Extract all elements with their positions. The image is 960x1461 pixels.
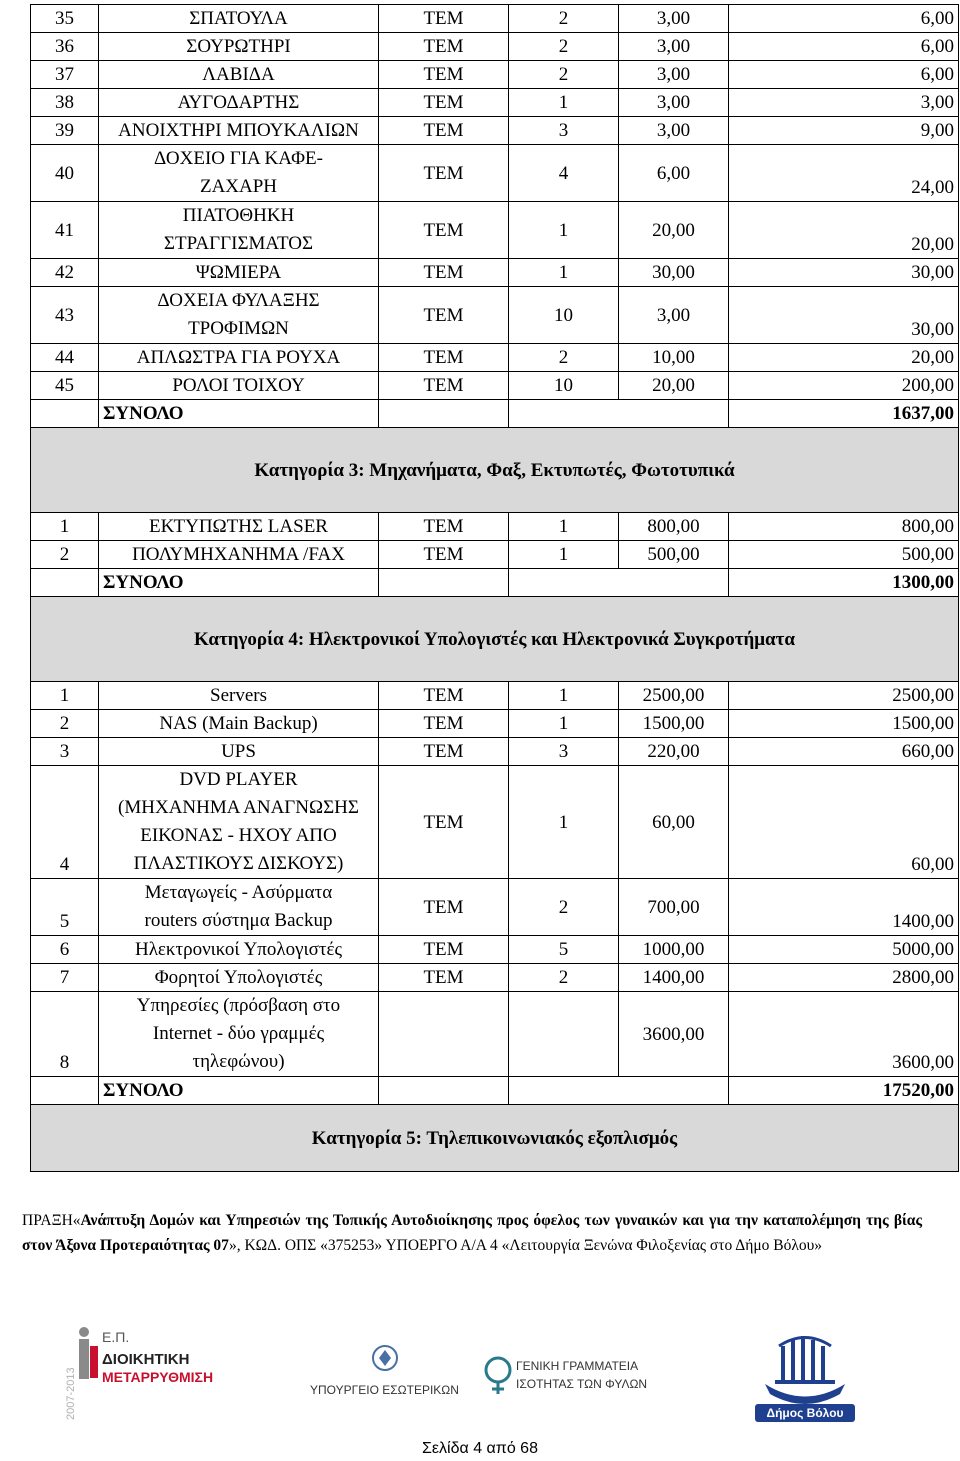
- description-line: τηλεφώνου): [192, 1051, 285, 1072]
- description-line: Internet - δύο γραμμές: [152, 1023, 325, 1044]
- description-line: Μεταγωγείς - Ασύρματα: [144, 882, 333, 903]
- item-unit-price: 3,00: [619, 117, 729, 145]
- ep-figure-head: [79, 1327, 89, 1337]
- item-number: 39: [31, 117, 99, 145]
- item-unit: ΤΕΜ: [379, 89, 509, 117]
- item-description: Φορητοί Υπολογιστές: [99, 964, 379, 992]
- description-line: DVD PLAYER: [179, 769, 298, 790]
- item-description: [99, 992, 379, 1077]
- item-quantity: 2: [509, 5, 619, 33]
- item-total: 200,00: [729, 372, 959, 400]
- item-total: 60,00: [729, 766, 959, 879]
- item-unit: ΤΕΜ: [379, 879, 509, 936]
- item-description: ΕΚΤΥΠΩΤΗΣ LASER: [99, 513, 379, 541]
- sum-spacer: [31, 400, 99, 428]
- item-number: 5: [31, 879, 99, 936]
- gg-line1: ΓΕΝΙΚΗ ΓΡΑΜΜΑΤΕΙΑ: [516, 1359, 639, 1373]
- description-line: ΔΟΧΕΙΟ ΓΙΑ ΚΑΦΕ-: [154, 148, 323, 169]
- item-description: UPS: [99, 738, 379, 766]
- item-unit-price: 3,00: [619, 33, 729, 61]
- ep-years: 2007-2013: [65, 1367, 77, 1420]
- item-total: 24,00: [729, 145, 959, 202]
- section-total-value: 1637,00: [729, 400, 959, 428]
- item-unit: ΤΕΜ: [379, 541, 509, 569]
- item-quantity: 2: [509, 964, 619, 992]
- category-title: Κατηγορία 4: Ηλεκτρονικοί Υπολογιστές και Ηλεκτρονικά Συγκροτήματα: [31, 597, 959, 682]
- ep-line1: ΔΙΟΙΚΗΤΙΚΗ: [102, 1351, 190, 1368]
- page-number: Σελίδα 4 από 68: [422, 1440, 538, 1457]
- section-total-row: [31, 569, 959, 597]
- category-title: Κατηγορία 3: Μηχανήματα, Φαξ, Εκτυπωτές, Φωτοτυπικά: [31, 428, 959, 513]
- item-total: 3600,00: [729, 992, 959, 1077]
- dimos-logo: [745, 1324, 865, 1424]
- item-total: 1500,00: [729, 710, 959, 738]
- table-row: [31, 202, 959, 259]
- item-quantity: 1: [509, 513, 619, 541]
- item-total: 660,00: [729, 738, 959, 766]
- sum-spacer: [31, 569, 99, 597]
- item-total: 3,00: [729, 89, 959, 117]
- item-unit: ΤΕΜ: [379, 33, 509, 61]
- gg-logo: [480, 1342, 650, 1402]
- item-unit-price: 800,00: [619, 513, 729, 541]
- section-total-value: 17520,00: [729, 1077, 959, 1105]
- item-number: 2: [31, 541, 99, 569]
- items-table: [30, 4, 959, 1172]
- gg-line2: ΙΣΟΤΗΤΑΣ ΤΩΝ ΦΥΛΩΝ: [516, 1377, 648, 1391]
- ministry-name: ΥΠΟΥΡΓΕΙΟ ΕΣΩΤΕΡΙΚΩΝ: [310, 1383, 459, 1397]
- item-unit: ΤΕΜ: [379, 372, 509, 400]
- item-total: 30,00: [729, 259, 959, 287]
- item-quantity: 1: [509, 710, 619, 738]
- item-number: 41: [31, 202, 99, 259]
- item-description: NAS (Main Backup): [99, 710, 379, 738]
- item-unit-price: 10,00: [619, 344, 729, 372]
- item-unit: ΤΕΜ: [379, 344, 509, 372]
- item-quantity: 1: [509, 89, 619, 117]
- ministry-logo: [300, 1342, 470, 1402]
- item-total: 1400,00: [729, 879, 959, 936]
- gg-symbol-cross: [492, 1382, 504, 1394]
- item-description: ΡΟΛΟΙ ΤΟΙΧΟΥ: [99, 372, 379, 400]
- ep-figure-body: [79, 1339, 89, 1379]
- table-row: [31, 766, 959, 879]
- item-quantity: 2: [509, 33, 619, 61]
- table-row: [31, 964, 959, 992]
- item-number: 42: [31, 259, 99, 287]
- sum-spacer: [379, 569, 509, 597]
- category-title: Κατηγορία 5: Τηλεπικοινωνιακός εξοπλισμός: [31, 1105, 959, 1172]
- item-unit: ΤΕΜ: [379, 682, 509, 710]
- item-number: 44: [31, 344, 99, 372]
- item-total: 2800,00: [729, 964, 959, 992]
- category-header-row: [31, 428, 959, 513]
- item-quantity: 5: [509, 936, 619, 964]
- item-total: 6,00: [729, 5, 959, 33]
- item-unit: ΤΕΜ: [379, 117, 509, 145]
- table-row: [31, 513, 959, 541]
- item-total: 6,00: [729, 33, 959, 61]
- item-number: 7: [31, 964, 99, 992]
- item-total: 20,00: [729, 344, 959, 372]
- dimos-name: Δήμος Βόλου: [766, 1406, 844, 1420]
- item-number: 8: [31, 992, 99, 1077]
- item-quantity: 3: [509, 117, 619, 145]
- item-description: [99, 202, 379, 259]
- item-unit-price: 1400,00: [619, 964, 729, 992]
- item-description: Ηλεκτρονικοί Υπολογιστές: [99, 936, 379, 964]
- items-table-body: [31, 5, 959, 1172]
- logo-strip: [0, 1320, 960, 1430]
- item-quantity: 1: [509, 766, 619, 879]
- ep-line2: ΜΕΤΑΡΡΥΘΜΙΣΗ: [102, 1369, 214, 1385]
- section-total-label: ΣΥΝΟΛΟ: [99, 1077, 379, 1105]
- item-unit-price: 20,00: [619, 372, 729, 400]
- item-unit-price: 700,00: [619, 879, 729, 936]
- ep-figure-red: [90, 1346, 98, 1378]
- footer-code: », ΚΩΔ. ΟΠΣ «375253» ΥΠΟΕΡΓΟ Α/Α 4 «Λειτουργία Ξενώνα Φιλοξενίας στο Δήμο Βόλου»: [228, 1237, 823, 1254]
- item-total: 500,00: [729, 541, 959, 569]
- item-number: 36: [31, 33, 99, 61]
- sum-spacer: [509, 400, 729, 428]
- section-total-label: ΣΥΝΟΛΟ: [99, 400, 379, 428]
- description-line: ΤΡΟΦΙΜΩΝ: [188, 318, 289, 339]
- item-unit-price: 3600,00: [619, 992, 729, 1077]
- item-number: 4: [31, 766, 99, 879]
- item-unit: ΤΕΜ: [379, 61, 509, 89]
- item-unit: ΤΕΜ: [379, 202, 509, 259]
- section-total-row: [31, 400, 959, 428]
- table-row: [31, 259, 959, 287]
- item-quantity: 10: [509, 372, 619, 400]
- item-number: 1: [31, 513, 99, 541]
- item-quantity: 3: [509, 738, 619, 766]
- table-row: [31, 33, 959, 61]
- table-row: [31, 145, 959, 202]
- project-footer: [22, 1208, 922, 1258]
- description-line: ΣΤΡΑΓΓΙΣΜΑΤΟΣ: [163, 233, 314, 254]
- item-unit: ΤΕΜ: [379, 513, 509, 541]
- table-row: [31, 682, 959, 710]
- description-line: ΖΑΧΑΡΗ: [199, 176, 278, 197]
- item-description: [99, 287, 379, 344]
- ministry-emblem-inner: [379, 1350, 391, 1366]
- item-unit: ΤΕΜ: [379, 5, 509, 33]
- item-unit: ΤΕΜ: [379, 287, 509, 344]
- item-number: 3: [31, 738, 99, 766]
- item-description: ΠΟΛΥΜΗΧΑΝΗΜΑ /FAX: [99, 541, 379, 569]
- item-total: 9,00: [729, 117, 959, 145]
- item-unit-price: 6,00: [619, 145, 729, 202]
- item-unit-price: 60,00: [619, 766, 729, 879]
- item-total: 30,00: [729, 287, 959, 344]
- sum-spacer: [379, 1077, 509, 1105]
- item-unit: ΤΕΜ: [379, 145, 509, 202]
- description-line: Υπηρεσίες (πρόσβαση στο: [136, 995, 341, 1016]
- sum-spacer: [31, 1077, 99, 1105]
- table-row: [31, 992, 959, 1077]
- item-description: [99, 766, 379, 879]
- item-number: 45: [31, 372, 99, 400]
- gg-symbol-icon: [486, 1358, 510, 1382]
- item-number: 38: [31, 89, 99, 117]
- item-number: 2: [31, 710, 99, 738]
- item-number: 37: [31, 61, 99, 89]
- item-description: ΑΥΓΟΔΑΡΤΗΣ: [99, 89, 379, 117]
- item-unit: ΤΕΜ: [379, 710, 509, 738]
- item-number: 6: [31, 936, 99, 964]
- item-quantity: 1: [509, 259, 619, 287]
- sum-spacer: [509, 569, 729, 597]
- item-unit-price: 20,00: [619, 202, 729, 259]
- item-description: ΣΠΑΤΟΥΛΑ: [99, 5, 379, 33]
- table-row: [31, 61, 959, 89]
- item-unit: ΤΕΜ: [379, 936, 509, 964]
- item-description: ΨΩΜΙΕΡΑ: [99, 259, 379, 287]
- item-quantity: 2: [509, 879, 619, 936]
- item-number: 35: [31, 5, 99, 33]
- item-unit-price: 3,00: [619, 5, 729, 33]
- item-description: ΣΟΥΡΩΤΗΡΙ: [99, 33, 379, 61]
- category-header-row: [31, 597, 959, 682]
- sum-spacer: [509, 1077, 729, 1105]
- description-line: ΔΟΧΕΙΑ ΦΥΛΑΞΗΣ: [157, 290, 320, 311]
- section-total-row: [31, 1077, 959, 1105]
- table-row: [31, 710, 959, 738]
- item-total: 6,00: [729, 61, 959, 89]
- item-quantity: [509, 992, 619, 1077]
- item-total: 20,00: [729, 202, 959, 259]
- table-row: [31, 936, 959, 964]
- item-quantity: 1: [509, 682, 619, 710]
- item-unit: ΤΕΜ: [379, 766, 509, 879]
- item-description: [99, 879, 379, 936]
- item-quantity: 2: [509, 61, 619, 89]
- section-total-value: 1300,00: [729, 569, 959, 597]
- item-number: 40: [31, 145, 99, 202]
- item-total: 800,00: [729, 513, 959, 541]
- item-unit-price: 2500,00: [619, 682, 729, 710]
- dimos-logo-graphic: [745, 1324, 865, 1424]
- item-unit-price: 30,00: [619, 259, 729, 287]
- description-line: routers σύστημα Backup: [144, 910, 333, 931]
- item-quantity: 10: [509, 287, 619, 344]
- item-unit-price: 3,00: [619, 61, 729, 89]
- category-header-row: [31, 1105, 959, 1172]
- description-line: ΠΛΑΣΤΙΚΟΥΣ ΔΙΣΚΟΥΣ): [133, 853, 344, 874]
- ep-small-label: Ε.Π.: [102, 1329, 130, 1345]
- item-unit-price: 220,00: [619, 738, 729, 766]
- table-row: [31, 89, 959, 117]
- footer-prefix: ΠΡΑΞΗ«: [22, 1212, 81, 1229]
- description-line: ΠΙΑΤΟΘΗΚΗ: [182, 205, 295, 226]
- item-description: ΑΠΛΩΣΤΡΑ ΓΙΑ ΡΟΥΧΑ: [99, 344, 379, 372]
- footer-project-title: Ανάπτυξη Δομών και Υπηρεσιών της Τοπικής Αυτοδιοίκησης προς όφελος των γυναικών και για την καταπολέμηση της βίας στον Άξονα Προτεραιότητας 07: [22, 1212, 922, 1254]
- table-row: [31, 5, 959, 33]
- sum-spacer: [379, 400, 509, 428]
- item-unit-price: 3,00: [619, 89, 729, 117]
- item-quantity: 2: [509, 344, 619, 372]
- item-quantity: 4: [509, 145, 619, 202]
- item-unit: ΤΕΜ: [379, 738, 509, 766]
- item-quantity: 1: [509, 541, 619, 569]
- item-unit-price: 1500,00: [619, 710, 729, 738]
- item-total: 5000,00: [729, 936, 959, 964]
- item-number: 1: [31, 682, 99, 710]
- item-number: 43: [31, 287, 99, 344]
- item-total: 2500,00: [729, 682, 959, 710]
- item-quantity: 1: [509, 202, 619, 259]
- item-unit: ΤΕΜ: [379, 964, 509, 992]
- description-line: (ΜΗΧΑΝΗΜΑ ΑΝΑΓΝΩΣΗΣ: [118, 797, 359, 818]
- ep-logo: [62, 1320, 222, 1430]
- table-row: [31, 541, 959, 569]
- table-row: [31, 372, 959, 400]
- ship-hull-icon: [765, 1384, 845, 1404]
- item-description: ΛΑΒΙΔΑ: [99, 61, 379, 89]
- item-description: ΑΝΟΙΧΤΗΡΙ ΜΠΟΥΚΑΛΙΩΝ: [99, 117, 379, 145]
- table-row: [31, 879, 959, 936]
- gg-logo-graphic: [480, 1342, 650, 1402]
- section-total-label: ΣΥΝΟΛΟ: [99, 569, 379, 597]
- table-row: [31, 117, 959, 145]
- table-row: [31, 287, 959, 344]
- table-row: [31, 738, 959, 766]
- ministry-logo-graphic: [300, 1342, 470, 1402]
- item-unit-price: 500,00: [619, 541, 729, 569]
- item-unit: [379, 992, 509, 1077]
- item-unit-price: 3,00: [619, 287, 729, 344]
- item-unit-price: 1000,00: [619, 936, 729, 964]
- item-description: Servers: [99, 682, 379, 710]
- table-row: [31, 344, 959, 372]
- item-description: [99, 145, 379, 202]
- description-line: ΕΙΚΟΝΑΣ - ΗΧΟΥ ΑΠΟ: [140, 825, 337, 846]
- ep-logo-graphic: [62, 1320, 222, 1430]
- item-unit: ΤΕΜ: [379, 259, 509, 287]
